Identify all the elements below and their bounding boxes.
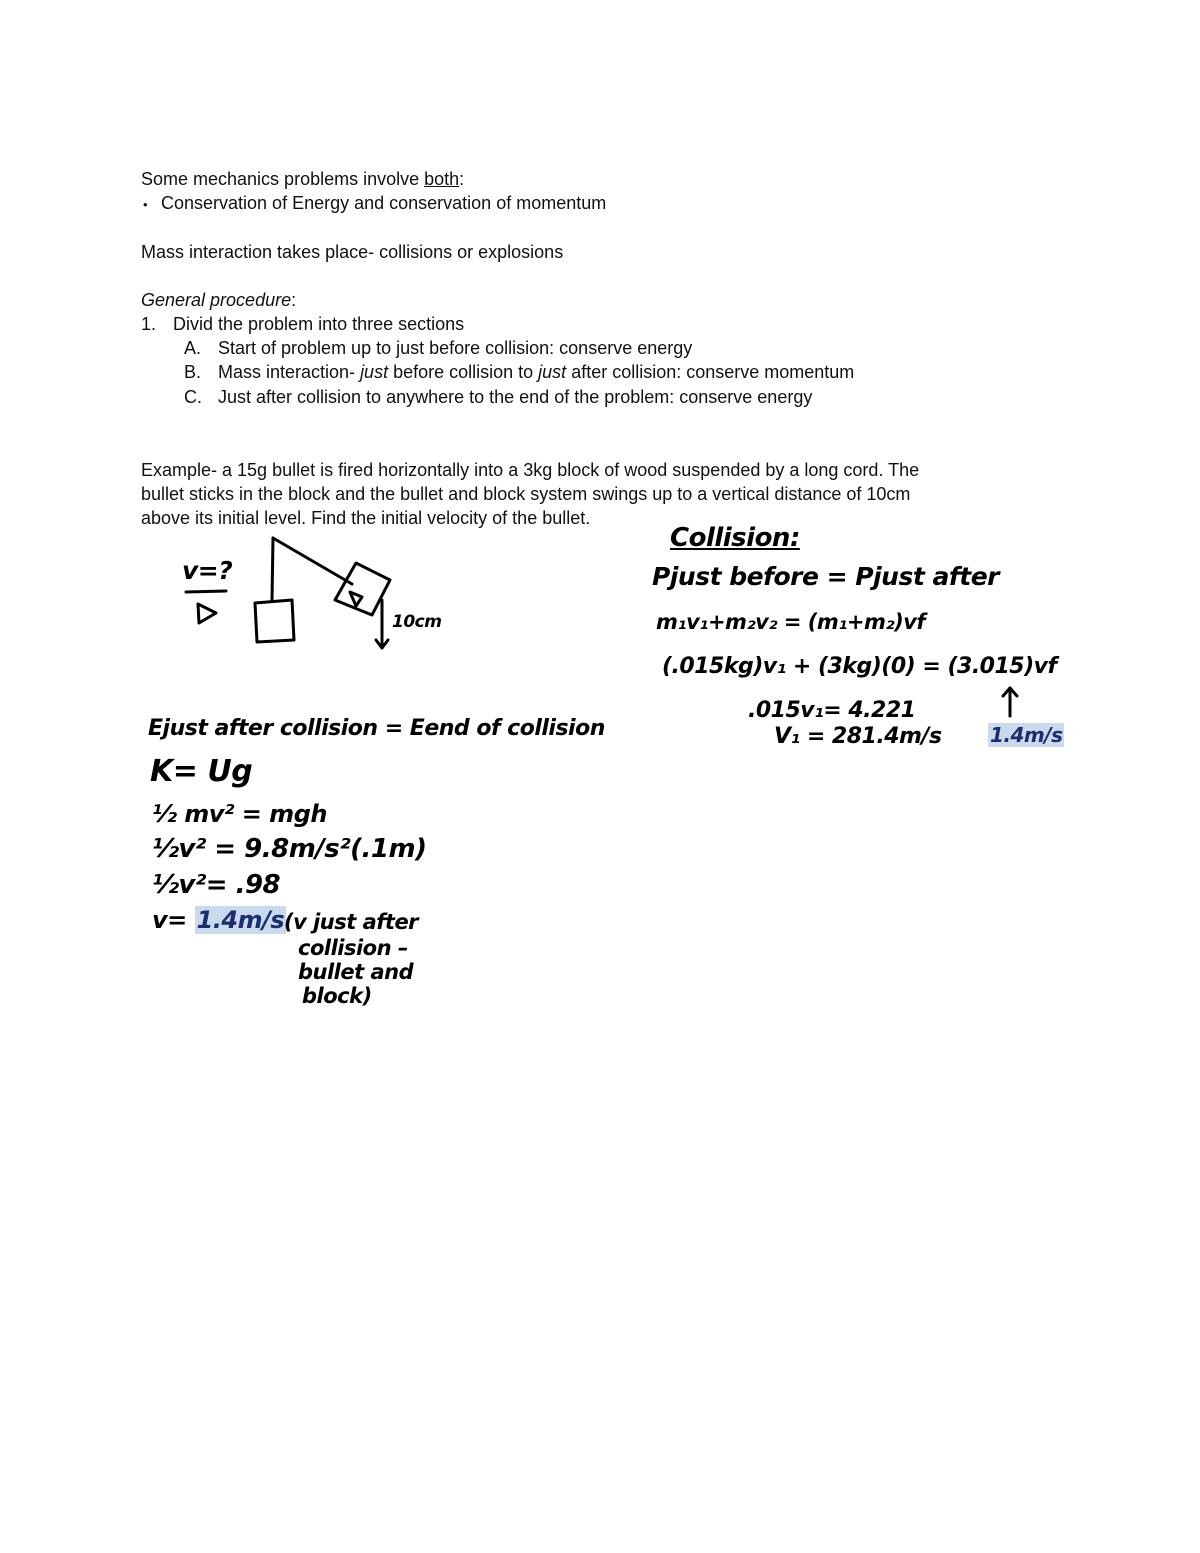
cord-vertical bbox=[272, 538, 273, 600]
bullet-in-block bbox=[350, 592, 362, 606]
collision-title: Collision: bbox=[670, 523, 800, 553]
energy-note-1: (v just after bbox=[284, 910, 419, 934]
bullet-text: Conservation of Energy and conservation of momentum bbox=[161, 193, 607, 213]
substep-text: Mass interaction- bbox=[218, 362, 361, 382]
energy-line-4: ½v²= .98 bbox=[152, 870, 281, 900]
italic-just: just bbox=[360, 362, 389, 382]
substep-text: before collision to bbox=[388, 362, 539, 382]
cord-swung bbox=[273, 538, 352, 584]
substep-text: Start of problem up to just before collision: conserve energy bbox=[218, 338, 693, 358]
block-at-rest bbox=[255, 600, 294, 642]
fraction-bar bbox=[186, 591, 226, 592]
energy-note-3: bullet and bbox=[298, 960, 414, 984]
collision-line-1: Pjust before = Pjust after bbox=[652, 562, 999, 591]
vf-value bbox=[988, 723, 1064, 747]
substep-label: B. bbox=[184, 362, 202, 382]
collision-line-4: .015v₁= 4.221 bbox=[748, 698, 916, 723]
italic-just: just bbox=[538, 362, 567, 382]
example-line-3: above its initial level. Find the initial velocity of the bullet. bbox=[141, 508, 591, 528]
height-label: 10cm bbox=[392, 612, 442, 632]
energy-note-4: block) bbox=[302, 984, 372, 1008]
collision-line-2: m₁v₁+m₂v₂ = (m₁+m₂)vf bbox=[656, 610, 926, 634]
energy-line-5 bbox=[152, 906, 286, 934]
collision-line-3: (.015kg)v₁ + (3kg)(0) = (3.015)vf bbox=[662, 654, 1057, 679]
energy-note-2: collision – bbox=[298, 936, 408, 960]
bullet-shape bbox=[198, 604, 216, 623]
v-value-highlight: 1.4m/s bbox=[196, 906, 285, 934]
vf-value-highlight: 1.4m/s bbox=[990, 723, 1063, 747]
substep-text: after collision: conserve momentum bbox=[566, 362, 855, 382]
mass-interaction-text: Mass interaction takes place- collisions or explosions bbox=[141, 242, 564, 262]
substep-label: A. bbox=[184, 338, 202, 358]
underlined-both: both bbox=[424, 169, 460, 189]
energy-line-1: K= Ug bbox=[150, 754, 253, 789]
substep-label: C. bbox=[184, 387, 202, 407]
intro-text: Some mechanics problems involve bbox=[141, 169, 425, 189]
example-line-1: Example- a 15g bullet is fired horizontally into a 3kg block of wood suspended by a long cord. The bbox=[141, 460, 920, 480]
intro-colon: : bbox=[459, 169, 465, 189]
velocity-unknown-label: v=? bbox=[182, 556, 233, 585]
procedure-heading-colon: : bbox=[291, 290, 297, 310]
step-number: 1. bbox=[141, 314, 157, 334]
step-text: Divid the problem into three sections bbox=[173, 314, 465, 334]
energy-line-3: ½v² = 9.8m/s²(.1m) bbox=[152, 834, 427, 864]
example-line-2: bullet sticks in the block and the bullet and block system swings up to a vertical distance of 10cm bbox=[141, 484, 911, 504]
procedure-heading-text: General procedure bbox=[141, 290, 292, 310]
collision-line-5: V₁ = 281.4m/s bbox=[774, 724, 942, 749]
substep-text: Just after collision to anywhere to the end of the problem: conserve energy bbox=[218, 387, 813, 407]
energy-line-2: ½ mv² = mgh bbox=[152, 800, 327, 828]
energy-title: Ejust after collision = Eend of collision bbox=[148, 716, 605, 741]
v-prefix: v= bbox=[152, 906, 195, 934]
bullet-marker: • bbox=[143, 197, 148, 212]
